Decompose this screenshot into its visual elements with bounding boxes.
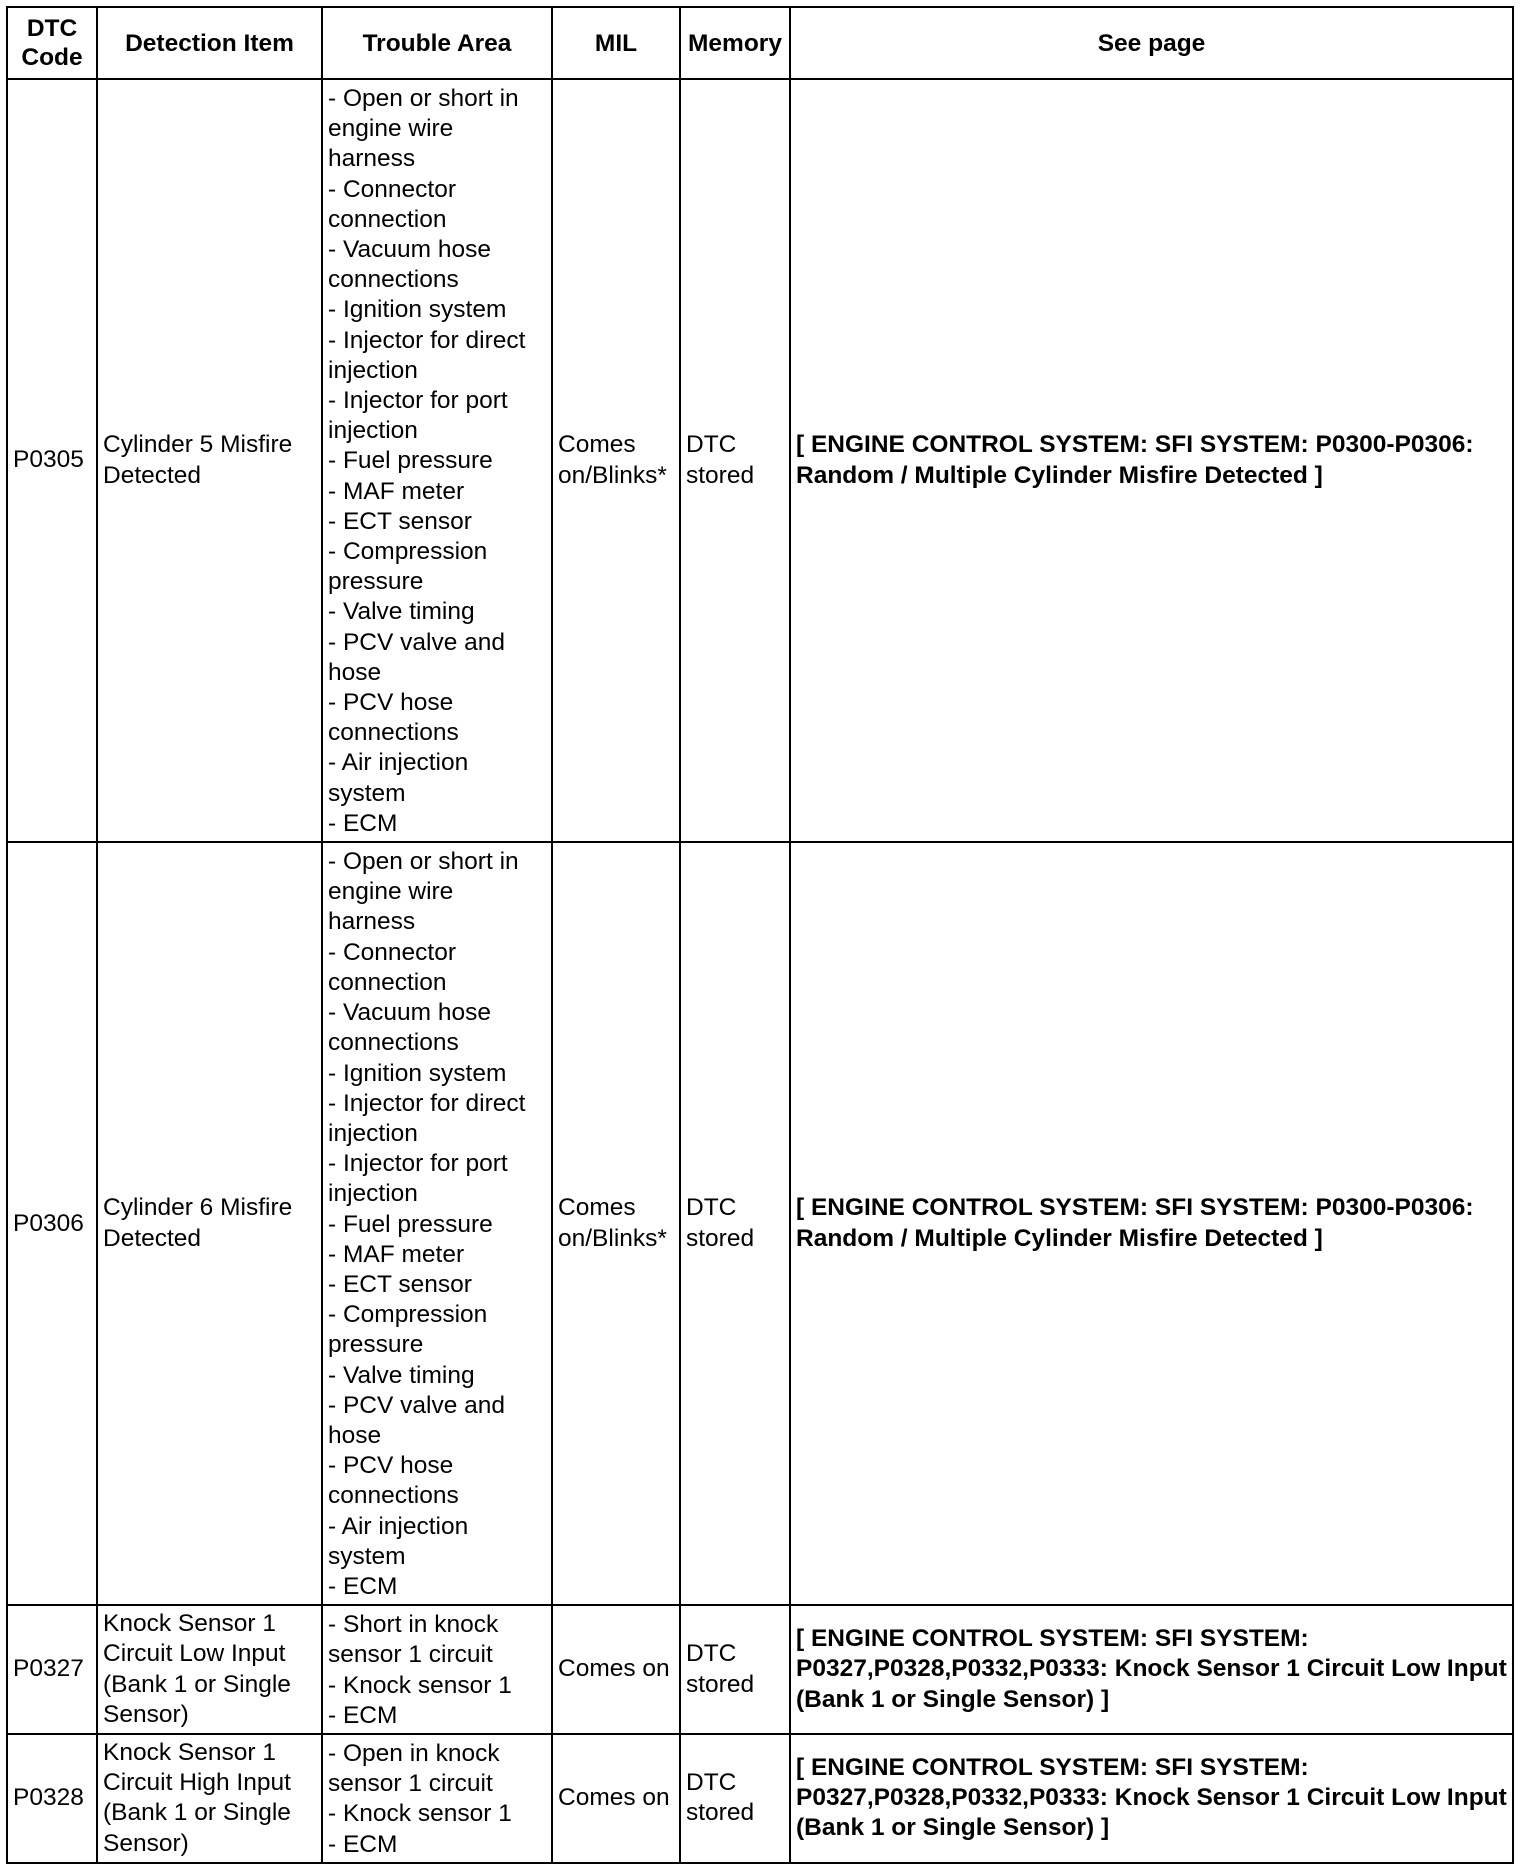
trouble-area-item: - Vacuum hose connections xyxy=(328,236,491,294)
trouble-area-item: - Knock sensor 1 xyxy=(328,1671,512,1699)
memory-cell: DTC stored xyxy=(680,1734,790,1863)
trouble-area-item: - Injector for direct injection xyxy=(328,1089,526,1147)
trouble-area-cell xyxy=(322,1605,552,1734)
detection-item-cell: Knock Sensor 1 Circuit Low Input (Bank 1 or Single Sensor) xyxy=(97,1605,322,1734)
header-trouble-area: Trouble Area xyxy=(322,7,552,79)
detection-item-cell: Cylinder 6 Misfire Detected xyxy=(97,842,322,1605)
header-see-page: See page xyxy=(790,7,1513,79)
dtc-code-cell: P0306 xyxy=(7,842,97,1605)
see-page-link[interactable]: [ ENGINE CONTROL SYSTEM: SFI SYSTEM: P0300-P0306: Random / Multiple Cylinder Misfire Detected ] xyxy=(790,842,1513,1605)
trouble-area-item: - Open or short in engine wire harness xyxy=(328,848,519,936)
trouble-area-item: - Compression pressure xyxy=(328,1301,488,1359)
trouble-area-item: - ECM xyxy=(328,809,398,837)
trouble-area-item: - ECM xyxy=(328,1701,398,1729)
trouble-area-item: - Short in knock sensor 1 circuit xyxy=(328,1611,499,1669)
table-row xyxy=(7,842,1513,1605)
table-header-row xyxy=(7,7,1513,79)
header-mil: MIL xyxy=(552,7,680,79)
trouble-area-item: - Connector connection xyxy=(328,175,457,233)
trouble-area-item: - ECT sensor xyxy=(328,1270,472,1298)
dtc-code-cell: P0305 xyxy=(7,79,97,842)
header-detection-item: Detection Item xyxy=(97,7,322,79)
trouble-area-item: - Open or short in engine wire harness xyxy=(328,85,519,173)
trouble-area-cell xyxy=(322,1734,552,1863)
trouble-area-item: - PCV hose connections xyxy=(328,689,459,747)
see-page-link[interactable]: [ ENGINE CONTROL SYSTEM: SFI SYSTEM: P0300-P0306: Random / Multiple Cylinder Misfire Detected ] xyxy=(790,79,1513,842)
memory-cell: DTC stored xyxy=(680,842,790,1605)
trouble-area-cell xyxy=(322,79,552,842)
trouble-area-item: - Fuel pressure xyxy=(328,1210,493,1238)
trouble-area-item: - ECM xyxy=(328,1572,398,1600)
see-page-link[interactable]: [ ENGINE CONTROL SYSTEM: SFI SYSTEM: P0327,P0328,P0332,P0333: Knock Sensor 1 Circuit Low Input (Bank 1 or Single Sensor) ] xyxy=(790,1734,1513,1863)
memory-cell: DTC stored xyxy=(680,1605,790,1734)
trouble-area-item: - Valve timing xyxy=(328,598,475,626)
header-memory: Memory xyxy=(680,7,790,79)
trouble-area-item: - Injector for port injection xyxy=(328,1150,508,1208)
header-dtc-code: DTC Code xyxy=(7,7,97,79)
trouble-area-item: - Injector for direct injection xyxy=(328,326,526,384)
see-page-link[interactable]: [ ENGINE CONTROL SYSTEM: SFI SYSTEM: P0327,P0328,P0332,P0333: Knock Sensor 1 Circuit Low Input (Bank 1 or Single Sensor) ] xyxy=(790,1605,1513,1734)
trouble-area-item: - PCV valve and hose xyxy=(328,1391,506,1449)
trouble-area-item: - ECM xyxy=(328,1830,398,1858)
trouble-area-item: - Ignition system xyxy=(328,1059,507,1087)
trouble-area-item: - Fuel pressure xyxy=(328,447,493,475)
trouble-area-item: - Valve timing xyxy=(328,1361,475,1389)
trouble-area-cell xyxy=(322,842,552,1605)
trouble-area-item: - Air injection system xyxy=(328,1512,469,1570)
trouble-area-item: - Compression pressure xyxy=(328,538,488,596)
trouble-area-item: - Ignition system xyxy=(328,296,507,324)
trouble-area-item: - PCV hose connections xyxy=(328,1452,459,1510)
trouble-area-item: - Vacuum hose connections xyxy=(328,999,491,1057)
table-row xyxy=(7,79,1513,842)
mil-cell: Comes on xyxy=(552,1734,680,1863)
trouble-area-item: - Connector connection xyxy=(328,938,457,996)
dtc-code-cell: P0327 xyxy=(7,1605,97,1734)
table-row xyxy=(7,1734,1513,1863)
trouble-area-item: - MAF meter xyxy=(328,477,465,505)
mil-cell: Comes on/Blinks* xyxy=(552,842,680,1605)
trouble-area-item: - Open in knock sensor 1 circuit xyxy=(328,1739,500,1798)
mil-cell: Comes on xyxy=(552,1605,680,1734)
trouble-area-item: - PCV valve and hose xyxy=(328,628,506,686)
detection-item-cell: Knock Sensor 1 Circuit High Input (Bank 1 or Single Sensor) xyxy=(97,1734,322,1863)
dtc-table xyxy=(6,6,1514,1864)
trouble-area-item: - Air injection system xyxy=(328,749,469,807)
detection-item-cell: Cylinder 5 Misfire Detected xyxy=(97,79,322,842)
mil-cell: Comes on/Blinks* xyxy=(552,79,680,842)
table-row xyxy=(7,1605,1513,1734)
trouble-area-item: - Knock sensor 1 xyxy=(328,1800,512,1828)
trouble-area-item: - MAF meter xyxy=(328,1240,465,1268)
trouble-area-item: - ECT sensor xyxy=(328,507,472,535)
dtc-code-cell: P0328 xyxy=(7,1734,97,1863)
memory-cell: DTC stored xyxy=(680,79,790,842)
trouble-area-item: - Injector for port injection xyxy=(328,387,508,445)
